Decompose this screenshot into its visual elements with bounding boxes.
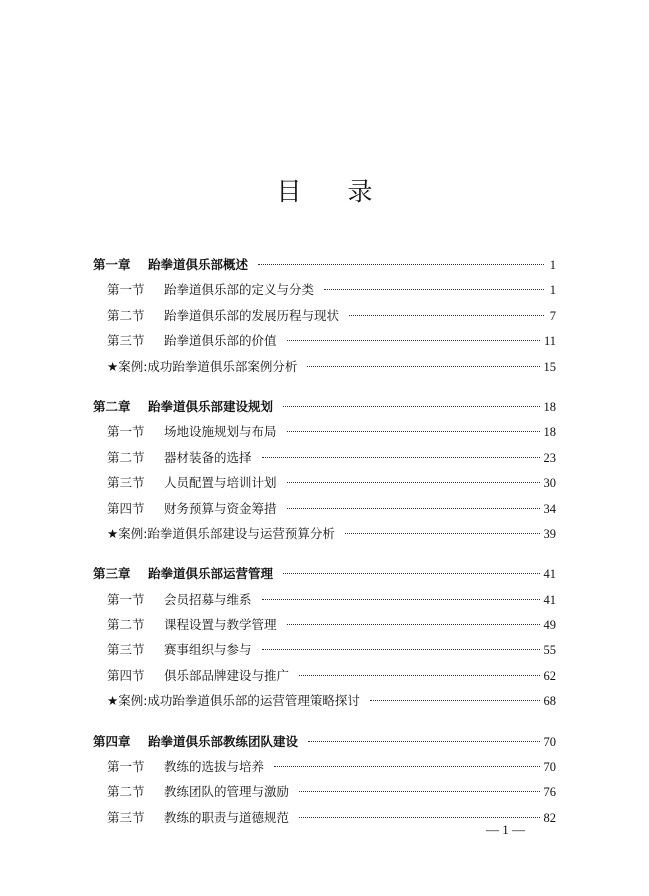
section-title: 财务预算与资金筹措 — [164, 500, 277, 516]
toc-section-entry[interactable] — [93, 612, 556, 637]
section-number: 第一节 — [107, 282, 145, 298]
toc-section-entry[interactable] — [93, 496, 556, 521]
section-number: 第二节 — [107, 307, 145, 323]
dot-leader — [287, 340, 540, 341]
section-number: 第三节 — [107, 642, 145, 658]
case-title: 成功跆拳道俱乐部案例分析 — [147, 358, 298, 374]
section-title: 教练的选拔与培养 — [164, 759, 265, 775]
section-number: 第二节 — [107, 784, 145, 800]
dot-leader — [308, 741, 539, 742]
page-number: 76 — [543, 785, 556, 800]
page-number: 1 — [549, 283, 556, 298]
dot-leader — [283, 406, 539, 407]
toc-section-entry[interactable] — [93, 663, 556, 688]
toc-section-entry[interactable] — [93, 328, 556, 353]
section-title: 场地设施规划与布局 — [164, 424, 277, 440]
section-number: 第一节 — [107, 591, 145, 607]
section-number: 第三节 — [107, 809, 145, 825]
case-label: ★案例: — [107, 358, 148, 374]
chapter-title: 跆拳道俱乐部概述 — [148, 257, 249, 272]
section-number: 第四节 — [107, 667, 145, 683]
section-number: 第二节 — [107, 617, 145, 633]
section-title: 教练团队的管理与激励 — [164, 784, 290, 800]
dot-leader — [283, 573, 539, 574]
table-of-contents — [93, 252, 556, 845]
section-title: 课程设置与教学管理 — [164, 617, 277, 633]
page-number: 23 — [543, 450, 556, 465]
chapter-number: 第一章 — [93, 257, 131, 272]
section-title: 跆拳道俱乐部的价值 — [164, 333, 277, 349]
section-number: 第一节 — [107, 424, 145, 440]
page-number: 30 — [543, 476, 556, 491]
chapter-4 — [93, 729, 556, 831]
section-title: 跆拳道俱乐部的定义与分类 — [164, 282, 315, 298]
section-number: 第一节 — [107, 759, 145, 775]
page-number: 55 — [543, 643, 556, 658]
case-label: ★案例: — [107, 693, 148, 709]
toc-section-entry[interactable] — [93, 277, 556, 302]
case-title: 跆拳道俱乐部建设与运营预算分析 — [147, 525, 335, 541]
dot-leader — [287, 508, 540, 509]
chapter-title: 跆拳道俱乐部教练团队建设 — [148, 733, 299, 749]
page-number: 34 — [543, 501, 556, 516]
section-title: 跆拳道俱乐部的发展历程与现状 — [164, 307, 340, 323]
chapter-3 — [93, 561, 556, 713]
case-title: 成功跆拳道俱乐部的运营管理策略探讨 — [147, 693, 360, 709]
page-number: 70 — [543, 734, 556, 749]
page-number: 70 — [543, 760, 556, 775]
dot-leader — [370, 700, 540, 701]
page-number: 7 — [549, 308, 556, 323]
dot-leader — [262, 599, 540, 600]
dot-leader — [274, 766, 539, 767]
chapter-title: 跆拳道俱乐部运营管理 — [148, 566, 274, 582]
page-number: 1 — [549, 258, 556, 272]
chapter-number: 第三章 — [93, 566, 131, 582]
dot-leader — [262, 649, 540, 650]
section-number: 第二节 — [107, 449, 145, 465]
toc-case-entry[interactable] — [93, 521, 556, 546]
section-number: 第三节 — [107, 475, 145, 491]
toc-chapter-entry[interactable] — [93, 729, 556, 754]
toc-chapter-entry[interactable] — [93, 561, 556, 586]
page-number: 18 — [543, 399, 556, 414]
dot-leader — [299, 791, 539, 792]
chapter-number: 第四章 — [93, 733, 131, 749]
toc-section-entry[interactable] — [93, 419, 556, 444]
dot-leader — [349, 315, 544, 316]
section-title: 人员配置与培训计划 — [164, 475, 277, 491]
section-number: 第三节 — [107, 333, 145, 349]
toc-section-entry[interactable] — [93, 445, 556, 470]
page-folio: — 1 — — [486, 822, 525, 837]
page-number: 82 — [543, 810, 556, 825]
dot-leader — [262, 457, 540, 458]
toc-section-entry[interactable] — [93, 754, 556, 779]
toc-section-entry[interactable] — [93, 303, 556, 328]
section-title: 器材装备的选择 — [164, 449, 252, 465]
dot-leader — [287, 624, 540, 625]
page-number: 62 — [543, 668, 556, 683]
dot-leader — [287, 482, 540, 483]
dot-leader — [299, 817, 539, 818]
dot-leader — [299, 675, 539, 676]
chapter-title: 跆拳道俱乐部建设规划 — [148, 398, 274, 414]
page-number: 68 — [543, 694, 556, 709]
toc-chapter-entry[interactable] — [93, 394, 556, 419]
toc-section-entry[interactable] — [93, 779, 556, 804]
section-title: 会员招募与维系 — [164, 591, 252, 607]
toc-section-entry[interactable] — [93, 587, 556, 612]
dot-leader — [287, 431, 540, 432]
toc-case-entry[interactable] — [93, 688, 556, 713]
page-number: 18 — [543, 425, 556, 440]
toc-case-entry[interactable] — [93, 354, 556, 379]
page-number: 49 — [543, 618, 556, 633]
chapter-1 — [93, 252, 556, 379]
page-number: 15 — [543, 359, 556, 374]
dot-leader — [345, 533, 540, 534]
toc-section-entry[interactable] — [93, 637, 556, 662]
dot-leader — [258, 264, 544, 265]
toc-chapter-entry[interactable] — [93, 252, 556, 277]
chapter-2 — [93, 394, 556, 546]
section-title: 俱乐部品牌建设与推广 — [164, 667, 290, 683]
page-title: 目录 — [276, 177, 419, 206]
page-number: 41 — [543, 567, 556, 582]
case-label: ★案例: — [107, 525, 148, 541]
page-number: 41 — [543, 592, 556, 607]
toc-section-entry[interactable] — [93, 470, 556, 495]
chapter-number: 第二章 — [93, 398, 131, 414]
dot-leader — [324, 289, 544, 290]
page-number: 39 — [543, 526, 556, 541]
section-number: 第四节 — [107, 500, 145, 516]
section-title: 赛事组织与参与 — [164, 642, 252, 658]
dot-leader — [307, 366, 539, 367]
page-number: 11 — [543, 334, 556, 349]
section-title: 教练的职责与道德规范 — [164, 809, 290, 825]
